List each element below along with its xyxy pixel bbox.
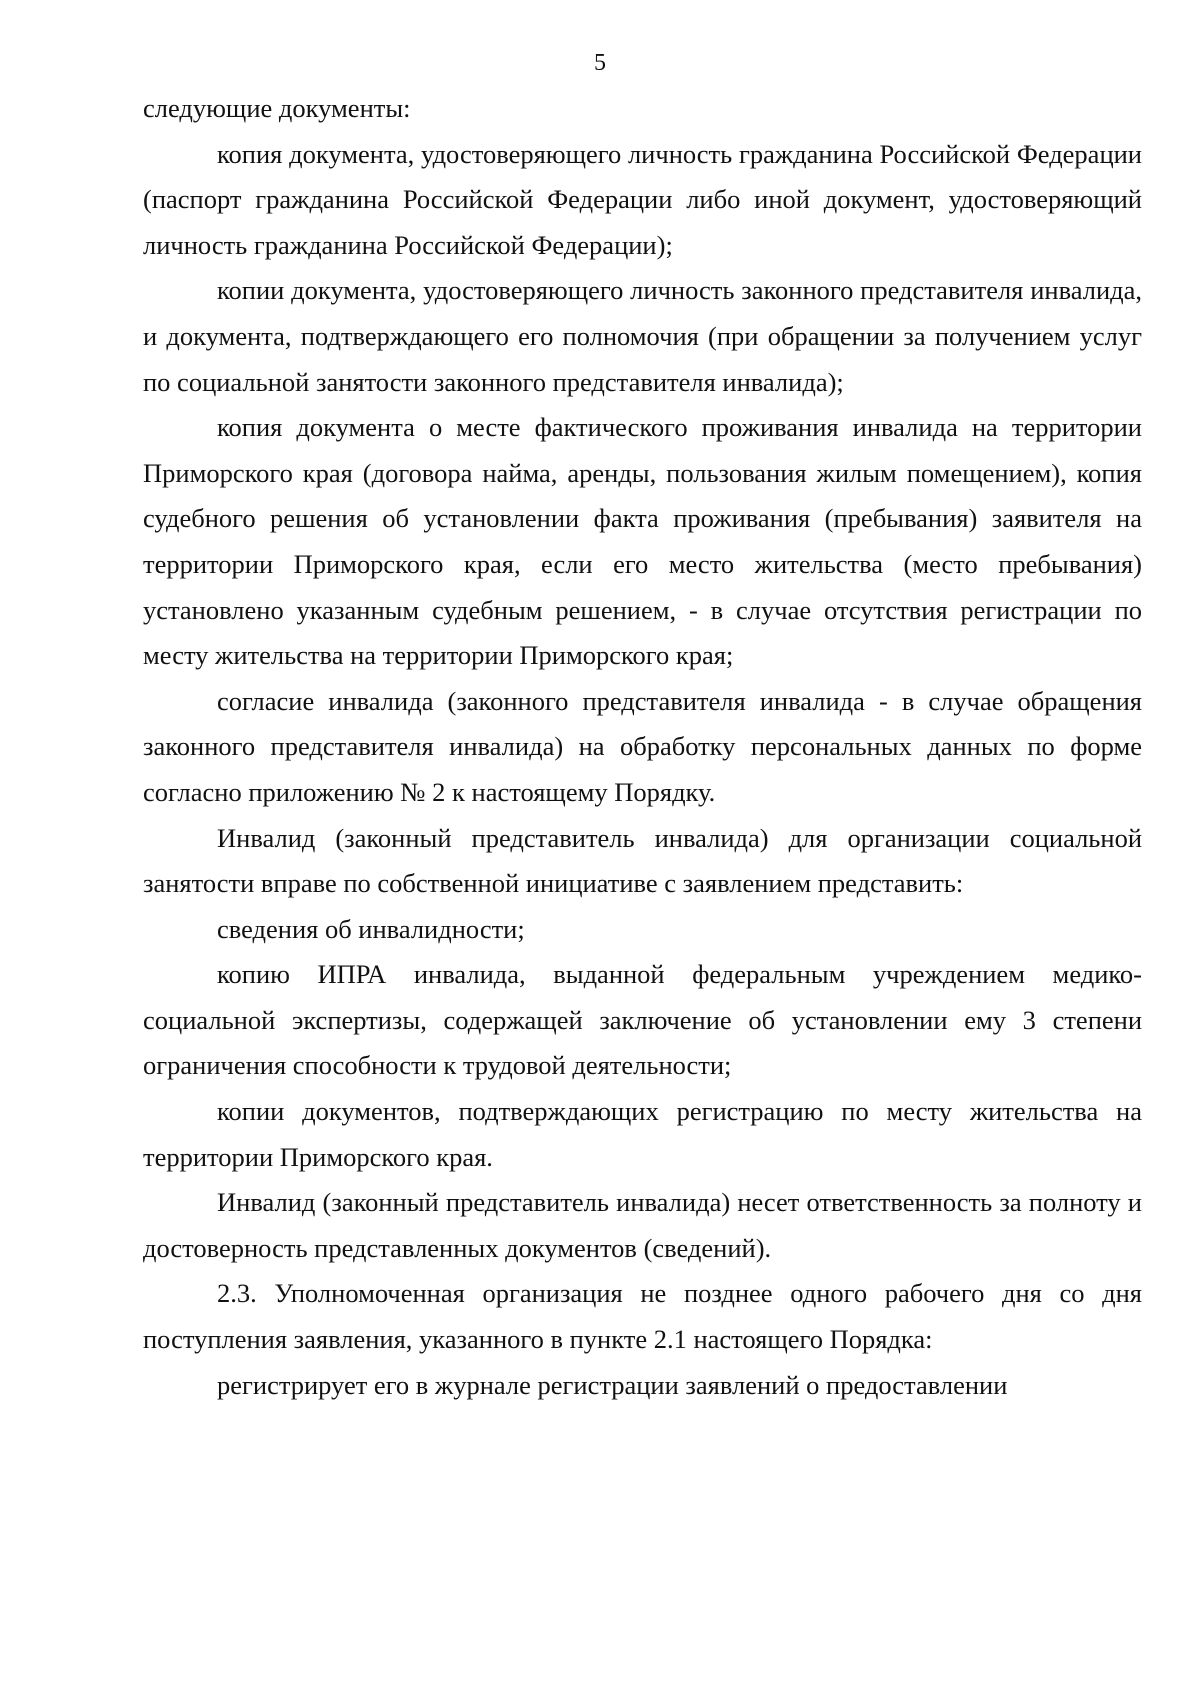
paragraph: копия документа о месте фактического проживания инвалида на территории Приморского края (договора найма, аренды, пользования жилым помещением), копия судебного решения об установлении факта проживания (пребывания) заявителя на территории Приморского края, если его место жительства (место пребывания) установлено указанным судебным решением, - в случае отсутствия регистрации по месту жительства на территории Приморского края; xyxy=(143,412,1142,671)
paragraph: копию ИПРА инвалида, выданной федеральным учреждением медико-социальной экспертизы, содержащей заключение об установлении ему 3 степени ограничения способности к трудовой деятельности; xyxy=(143,959,1142,1081)
document-body xyxy=(143,86,1142,1408)
paragraph: следующие документы: xyxy=(143,93,411,123)
paragraph: Инвалид (законный представитель инвалида) для организации социальной занятости вправе по собственной инициативе с заявлением представить: xyxy=(143,822,1142,899)
paragraph: сведения об инвалидности; xyxy=(217,913,525,944)
paragraph: копии документа, удостоверяющего личность законного представителя инвалида, и документа, подтверждающего его полномочия (при обращении за получением услуг по социальной занятости законного представителя инвалида); xyxy=(143,275,1142,397)
paragraph: Инвалид (законный представитель инвалида) несет ответственность за полноту и достоверность представленных документов (сведений). xyxy=(143,1187,1142,1263)
paragraph: регистрирует его в журнале регистрации заявлений о предоставлении xyxy=(217,1369,1008,1400)
paragraph: копия документа, удостоверяющего личность гражданина Российской Федерации (паспорт гражданина Российской Федерации либо иной документ, удостоверяющий личность гражданина Российской Федерации); xyxy=(143,138,1142,260)
page-number: 5 xyxy=(594,50,606,76)
paragraph: 2.3. Уполномоченная организация не позднее одного рабочего дня со дня поступления заявления, указанного в пункте 2.1 настоящего Порядка: xyxy=(143,1278,1142,1355)
paragraph: согласие инвалида (законного представителя инвалида - в случае обращения законного представителя инвалида) на обработку персональных данных по форме согласно приложению № 2 к настоящему Порядку. xyxy=(143,685,1142,807)
paragraph: копии документов, подтверждающих регистрацию по месту жительства на территории Приморского края. xyxy=(143,1096,1142,1172)
